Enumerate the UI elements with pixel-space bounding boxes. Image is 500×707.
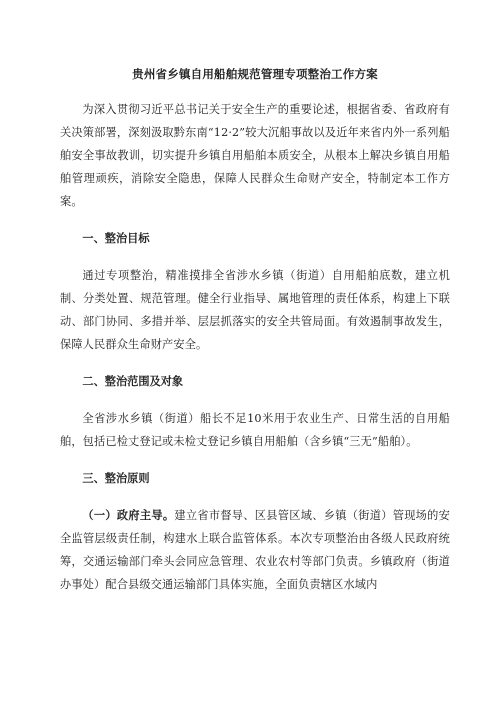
section-heading-goals: 一、整治目标 bbox=[82, 231, 150, 245]
document-title: 贵州省乡镇自用船舶规范管理专项整治工作方案 bbox=[132, 67, 378, 81]
principle-item-text: 建立省市督导、区县管区域、乡镇（街道）管现场的安全监管层级责任制，构建水上联合监管体系。本次专项整治由各级人民政府统筹，交通运输部门牵头会同应急管理、农业农村等部门负责。乡镇政府（街道办事处）配合县级交通运输部门具体实施，全面负责辖区水域内 bbox=[60, 509, 451, 591]
principle-item-lead: （一）政府主导。 bbox=[82, 508, 175, 522]
scope-paragraph: 全省涉水乡镇（街道）船长不足10米用于农业生产、日常生活的自用船舶，包括已检丈登记或未检丈登记乡镇自用船舶（含乡镇“三无”船舶）。 bbox=[60, 412, 450, 448]
goals-paragraph: 通过专项整治，精准摸排全省涉水乡镇（街道）自用船舶底数，建立机制、分类处置、规范管理。健全行业指导、属地管理的责任体系，构建上下联动、部门协同、多措并举、层层抓落实的安全共管局面。有效遏制事故发生，保障人民群众生命财产安全。 bbox=[60, 269, 450, 351]
intro-paragraph: 为深入贯彻习近平总书记关于安全生产的重要论述，根据省委、省政府有关决策部署，深刻汲取黔东南“12·2”较大沉船事故以及近年来省内外一系列船舶安全事故教训，切实提升乡镇自用船舶本质安全，从根本上解决乡镇自用船舶管理顽疾，消除安全隐患，保障人民群众生命财产安全，特制定本工作方案。 bbox=[60, 103, 450, 208]
section-heading-scope: 二、整治范围及对象 bbox=[82, 374, 184, 388]
principle-item-government-led bbox=[60, 504, 450, 596]
section-heading-principles: 三、整治原则 bbox=[82, 471, 150, 485]
